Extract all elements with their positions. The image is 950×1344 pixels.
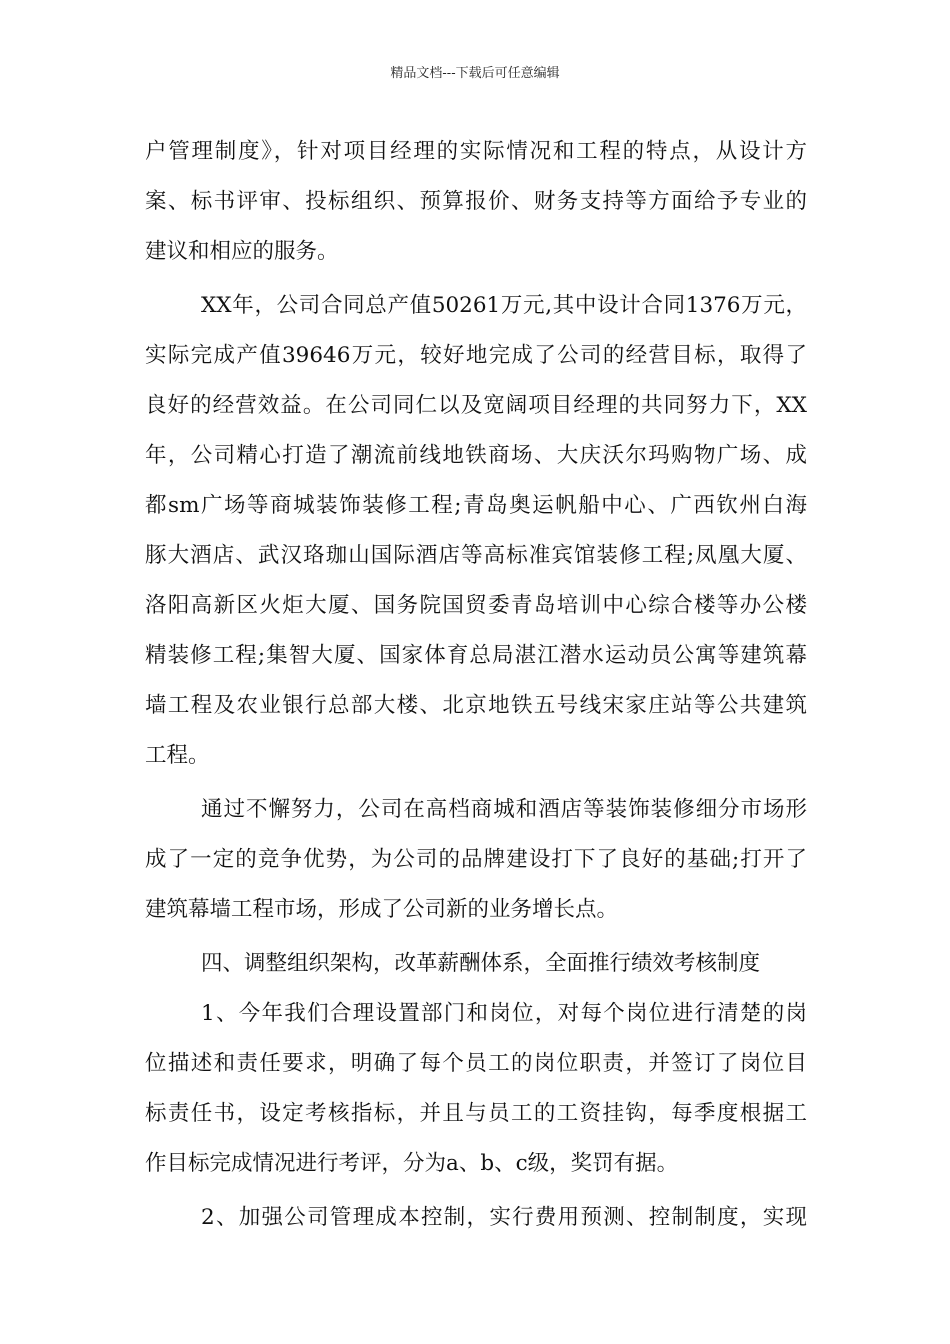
- document-body: [145, 127, 807, 1243]
- body-line: 成了一定的竞争优势，为公司的品牌建设打下了良好的基础;打开了: [145, 847, 807, 872]
- body-line: 1、今年我们合理设置部门和岗位，对每个岗位进行清楚的岗: [201, 1001, 807, 1026]
- body-line: 建筑幕墙工程市场，形成了公司新的业务增长点。: [145, 897, 619, 922]
- body-line: 户管理制度》，针对项目经理的实际情况和工程的特点，从设计方: [145, 139, 807, 164]
- body-line: 实际完成产值39646万元，较好地完成了公司的经营目标，取得了: [145, 343, 807, 368]
- body-line: 作目标完成情况进行考评，分为a、b、c级，奖罚有据。: [145, 1151, 679, 1176]
- body-line: 年，公司精心打造了潮流前线地铁商场、大庆沃尔玛购物广场、成: [145, 443, 807, 468]
- body-line: 都sm广场等商城装饰装修工程;青岛奥运帆船中心、广西钦州白海: [145, 493, 807, 518]
- body-line: 2、加强公司管理成本控制，实行费用预测、控制制度，实现: [201, 1205, 807, 1230]
- body-line: 精装修工程;集智大厦、国家体育总局湛江潜水运动员公寓等建筑幕: [145, 643, 807, 668]
- body-line: 通过不懈努力，公司在高档商城和酒店等装饰装修细分市场形: [201, 797, 807, 822]
- body-line: 墙工程及农业银行总部大楼、北京地铁五号线宋家庄站等公共建筑: [145, 693, 807, 718]
- body-line: XX年，公司合同总产值50261万元,其中设计合同1376万元，: [201, 293, 807, 318]
- section-heading: 四、调整组织架构，改革薪酬体系，全面推行绩效考核制度: [201, 951, 761, 976]
- body-line: 位描述和责任要求，明确了每个员工的岗位职责，并签订了岗位目: [145, 1051, 807, 1076]
- body-line: 标责任书，设定考核指标，并且与员工的工资挂钩，每季度根据工: [145, 1101, 807, 1126]
- body-line: 工程。: [145, 743, 210, 768]
- body-line: 豚大酒店、武汉珞珈山国际酒店等高标准宾馆装修工程;凤凰大厦、: [145, 543, 807, 568]
- page-header: 精品文档---下载后可任意编辑: [390, 66, 560, 81]
- body-line: 良好的经营效益。在公司同仁以及宽阔项目经理的共同努力下，XX: [145, 393, 807, 418]
- body-line: 案、标书评审、投标组织、预算报价、财务支持等方面给予专业的: [145, 189, 807, 214]
- body-line: 建议和相应的服务。: [145, 239, 339, 264]
- body-line: 洛阳高新区火炬大厦、国务院国贸委青岛培训中心综合楼等办公楼: [145, 593, 807, 618]
